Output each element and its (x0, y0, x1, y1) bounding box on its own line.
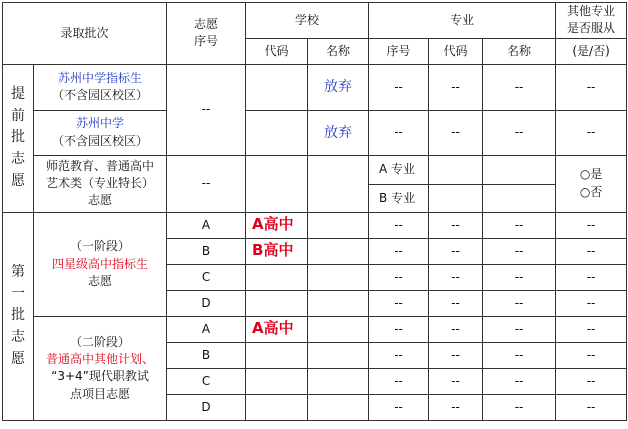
early-obey-options[interactable] (556, 155, 627, 212)
p1-d-obey: -- (556, 290, 627, 316)
early-major-a-name[interactable] (483, 155, 556, 184)
p1-a-code: -- (429, 212, 483, 238)
obey-no-radio[interactable]: ○否 (579, 184, 603, 199)
header-major-code: 代码 (429, 38, 483, 64)
p1-name-a[interactable] (308, 212, 369, 238)
early-row1-major-name: -- (483, 64, 556, 110)
first-batch-label: 第 一 批 志 愿 (3, 212, 34, 420)
phase1-label: （一阶段） 四星级高中指标生 志愿 (34, 212, 167, 316)
early-major-a: A 专业 (369, 155, 429, 184)
p2-b-code: -- (429, 342, 483, 368)
header-other-major: 其他专业 是否服从 (556, 3, 627, 39)
p2-order-d: D (167, 394, 246, 420)
early-row2-school-name[interactable]: 放弃 (308, 110, 369, 155)
early-row1-obey: -- (556, 64, 627, 110)
p2-d-obey: -- (556, 394, 627, 420)
p1-name-c[interactable] (308, 264, 369, 290)
header-major-seq: 序号 (369, 38, 429, 64)
early-row3-label: 师范教育、普通高中 艺术类（专业特长） 志愿 (34, 155, 167, 212)
p2-d-seq: -- (369, 394, 429, 420)
p2-c-obey: -- (556, 368, 627, 394)
p2-order-a: A (167, 316, 246, 342)
header-major-name: 名称 (483, 38, 556, 64)
p2-school-d[interactable] (246, 394, 308, 420)
header-major: 专业 (369, 3, 556, 39)
early-row2-major-code: -- (429, 110, 483, 155)
early-row3-school-code[interactable] (246, 155, 308, 212)
header-school-name: 名称 (308, 38, 369, 64)
early-row3-order: -- (167, 155, 246, 212)
p2-a-code: -- (429, 316, 483, 342)
p2-a-name: -- (483, 316, 556, 342)
early-row3-school-name[interactable] (308, 155, 369, 212)
p1-c-seq: -- (369, 264, 429, 290)
p1-order-d: D (167, 290, 246, 316)
p1-school-a[interactable]: A高中 (246, 212, 308, 238)
p2-order-b: B (167, 342, 246, 368)
header-yes-no: (是/否) (556, 38, 627, 64)
early-major-b-name[interactable] (483, 184, 556, 212)
header-school-code: 代码 (246, 38, 308, 64)
header-batch: 录取批次 (3, 3, 167, 65)
p1-c-code: -- (429, 264, 483, 290)
early-row2-school-code[interactable] (246, 110, 308, 155)
p1-a-obey: -- (556, 212, 627, 238)
early-row2-major-seq: -- (369, 110, 429, 155)
p2-c-code: -- (429, 368, 483, 394)
early-major-b: B 专业 (369, 184, 429, 212)
early-row1-major-code: -- (429, 64, 483, 110)
obey-yes-radio[interactable]: ○是 (579, 167, 603, 182)
early-row2-label: 苏州中学 （不含园区校区） (34, 110, 167, 155)
p1-name-d[interactable] (308, 290, 369, 316)
p2-a-seq: -- (369, 316, 429, 342)
p1-c-obey: -- (556, 264, 627, 290)
p2-b-seq: -- (369, 342, 429, 368)
p1-d-seq: -- (369, 290, 429, 316)
p2-b-obey: -- (556, 342, 627, 368)
header-school: 学校 (246, 3, 369, 39)
early-row2-major-name: -- (483, 110, 556, 155)
p1-b-name: -- (483, 238, 556, 264)
early-row1-school-name[interactable]: 放弃 (308, 64, 369, 110)
p2-a-obey: -- (556, 316, 627, 342)
p1-school-b[interactable]: B高中 (246, 238, 308, 264)
p1-b-obey: -- (556, 238, 627, 264)
p2-name-d[interactable] (308, 394, 369, 420)
early-row2-obey: -- (556, 110, 627, 155)
p1-a-seq: -- (369, 212, 429, 238)
p2-name-c[interactable] (308, 368, 369, 394)
p2-name-b[interactable] (308, 342, 369, 368)
p2-school-b[interactable] (246, 342, 308, 368)
early-row1-label: 苏州中学指标生 （不含园区校区） (34, 64, 167, 110)
p2-b-name: -- (483, 342, 556, 368)
early-row1-major-seq: -- (369, 64, 429, 110)
p2-d-code: -- (429, 394, 483, 420)
p1-name-b[interactable] (308, 238, 369, 264)
application-form-table (2, 2, 627, 421)
p1-order-c: C (167, 264, 246, 290)
p1-order-a: A (167, 212, 246, 238)
p1-d-code: -- (429, 290, 483, 316)
p1-order-b: B (167, 238, 246, 264)
p2-name-a[interactable] (308, 316, 369, 342)
p1-school-d[interactable] (246, 290, 308, 316)
p1-b-seq: -- (369, 238, 429, 264)
early-row1-school-code[interactable] (246, 64, 308, 110)
early-major-a-code[interactable] (429, 155, 483, 184)
p2-d-name: -- (483, 394, 556, 420)
p1-c-name: -- (483, 264, 556, 290)
p1-b-code: -- (429, 238, 483, 264)
p1-d-name: -- (483, 290, 556, 316)
p2-school-c[interactable] (246, 368, 308, 394)
p2-order-c: C (167, 368, 246, 394)
p1-school-c[interactable] (246, 264, 308, 290)
p2-c-name: -- (483, 368, 556, 394)
header-order: 志愿 序号 (167, 3, 246, 65)
p2-c-seq: -- (369, 368, 429, 394)
p2-school-a[interactable]: A高中 (246, 316, 308, 342)
early-order-cell: -- (167, 64, 246, 155)
p1-a-name: -- (483, 212, 556, 238)
phase2-label: （二阶段） 普通高中其他计划、 “3+4”现代职教试 点项目志愿 (34, 316, 167, 420)
early-batch-label: 提 前 批 志 愿 (3, 64, 34, 212)
early-major-b-code[interactable] (429, 184, 483, 212)
